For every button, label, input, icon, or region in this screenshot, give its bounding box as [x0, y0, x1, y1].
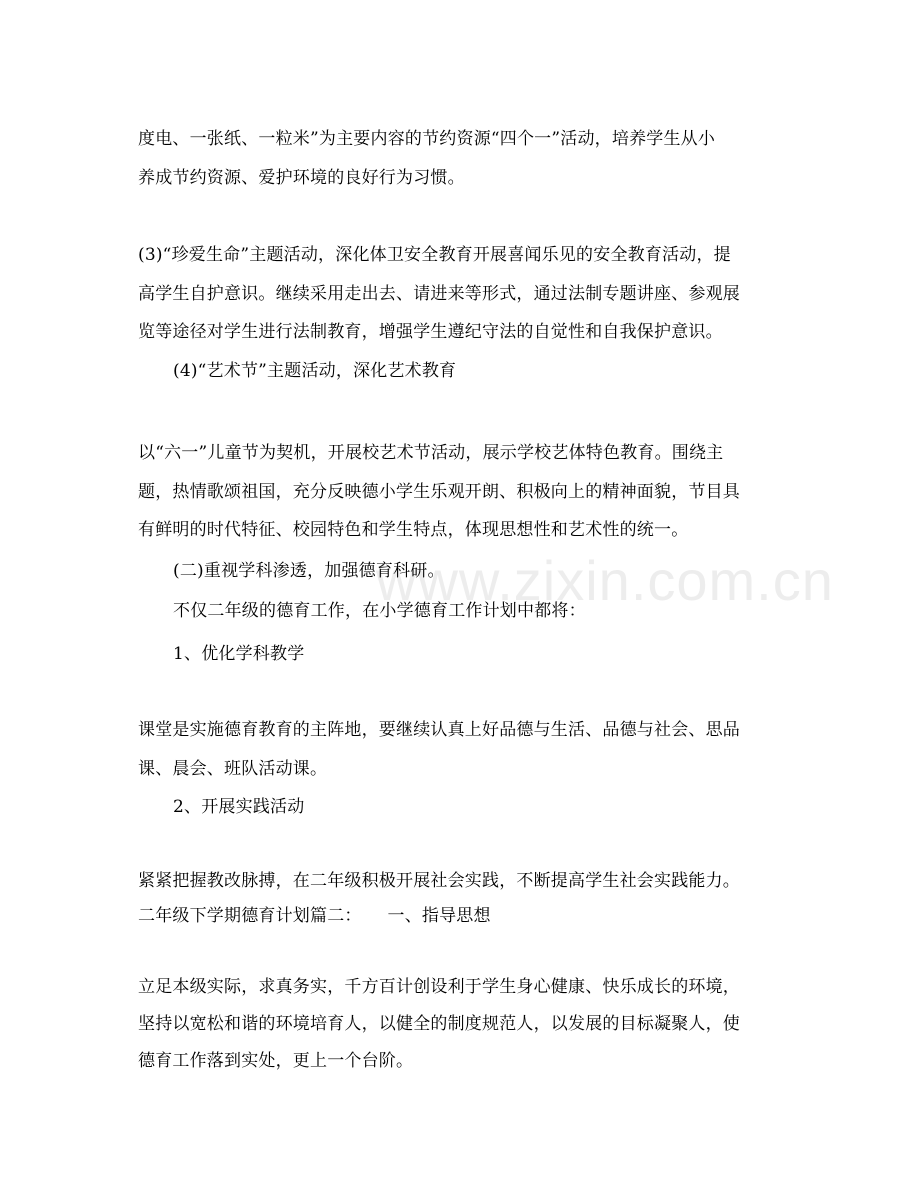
section-heading: (二)重视学科渗透，加强德育科研。: [173, 561, 445, 581]
paragraph-line: 不仅二年级的德育工作，在小学德育工作计划中都将：: [173, 601, 586, 621]
watermark: www.zixin.com.cn: [376, 549, 834, 612]
paragraph-line: (3)“珍爱生命”主题活动，深化体卫安全教育开展喜闻乐见的安全教育活动，提: [138, 245, 731, 265]
paragraph-line: 二年级下学期德育计划篇二： 一、指导思想: [138, 906, 491, 926]
paragraph-line: 高学生自护意识。继续采用走出去、请进来等形式，通过法制专题讲座、参观展: [138, 284, 740, 304]
paragraph-line: 养成节约资源、爱护环境的良好行为习惯。: [138, 168, 465, 188]
paragraph-line: 以“六一”儿童节为契机，开展校艺术节活动，展示学校艺体特色教育。围绕主: [138, 443, 724, 463]
paragraph-line: 题，热情歌颂祖国，充分反映德小学生乐观开朗、积极向上的精神面貌，节目具: [138, 482, 740, 502]
paragraph-line: 有鲜明的时代特征、校园特色和学生特点，体现思想性和艺术性的统一。: [138, 520, 689, 540]
paragraph-line: 紧紧把握教改脉搏，在二年级积极开展社会实践，不断提高学生社会实践能力。: [138, 871, 740, 891]
paragraph-line: 度电、一张纸、一粒米”为主要内容的节约资源“四个一”活动，培养学生从小: [138, 129, 716, 149]
paragraph-line: 课堂是实施德育教育的主阵地，要继续认真上好品德与生活、品德与社会、思品: [138, 720, 740, 740]
section-heading: 2、开展实践活动: [173, 797, 305, 817]
paragraph-line: 览等途径对学生进行法制教育，增强学生遵纪守法的自觉性和自我保护意识。: [138, 322, 723, 342]
paragraph-line: 立足本级实际，求真务实，千方百计创设利于学生身心健康、快乐成长的环境，: [138, 977, 740, 997]
section-heading: (4)“艺术节”主题活动，深化艺术教育: [173, 361, 457, 381]
paragraph-line: 德育工作落到实处，更上一个台阶。: [138, 1051, 414, 1071]
section-heading: 1、优化学科教学: [173, 644, 305, 664]
paragraph-line: 课、晨会、班队活动课。: [138, 759, 328, 779]
paragraph-line: 坚持以宽松和谐的环境培育人，以健全的制度规范人，以发展的目标凝聚人，使: [138, 1014, 740, 1034]
